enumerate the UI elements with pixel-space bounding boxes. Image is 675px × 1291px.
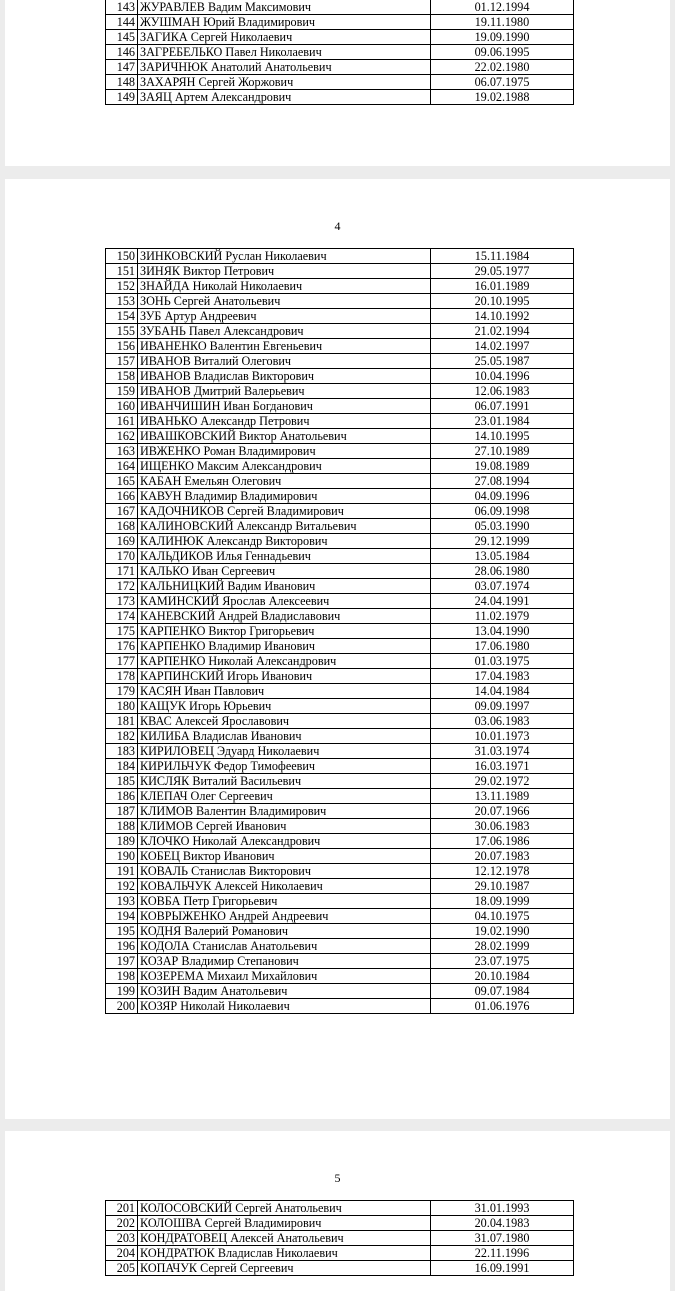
row-number-cell: 163 [106, 444, 138, 459]
birth-date-cell: 04.10.1975 [431, 909, 574, 924]
table-row [106, 819, 574, 834]
full-name-cell: ИВАНОВ Владислав Викторович [138, 369, 431, 384]
row-number-cell: 184 [106, 759, 138, 774]
table-row [106, 0, 574, 15]
table-row [106, 804, 574, 819]
table-row [106, 999, 574, 1014]
row-number-cell: 192 [106, 879, 138, 894]
birth-date-cell: 09.06.1995 [431, 45, 574, 60]
table-row [106, 654, 574, 669]
row-number-cell: 200 [106, 999, 138, 1014]
table-row [106, 504, 574, 519]
birth-date-cell: 17.06.1980 [431, 639, 574, 654]
row-number-cell: 187 [106, 804, 138, 819]
birth-date-cell: 31.07.1980 [431, 1231, 574, 1246]
full-name-cell: КОВРЫЖЕНКО Андрей Андреевич [138, 909, 431, 924]
birth-date-cell: 03.06.1983 [431, 714, 574, 729]
row-number-cell: 175 [106, 624, 138, 639]
row-number-cell: 194 [106, 909, 138, 924]
birth-date-cell: 19.11.1980 [431, 15, 574, 30]
full-name-cell: КОЛОСОВСКИЙ Сергей Анатольевич [138, 1201, 431, 1216]
full-name-cell: ЗАЯЦ Артем Александрович [138, 90, 431, 105]
full-name-cell: ИВАНОВ Дмитрий Валерьевич [138, 384, 431, 399]
birth-date-cell: 13.04.1990 [431, 624, 574, 639]
table-row [106, 15, 574, 30]
full-name-cell: ЗАГИКА Сергей Николаевич [138, 30, 431, 45]
full-name-cell: ЗИНКОВСКИЙ Руслан Николаевич [138, 249, 431, 264]
birth-date-cell: 31.01.1993 [431, 1201, 574, 1216]
table-row [106, 249, 574, 264]
full-name-cell: КЛЕПАЧ Олег Сергеевич [138, 789, 431, 804]
table-row [106, 909, 574, 924]
personnel-table [105, 248, 574, 1014]
table-row [106, 684, 574, 699]
row-number-cell: 182 [106, 729, 138, 744]
personnel-table [105, 1200, 574, 1276]
birth-date-cell: 21.02.1994 [431, 324, 574, 339]
table-row [106, 879, 574, 894]
row-number-cell: 171 [106, 564, 138, 579]
birth-date-cell: 01.03.1975 [431, 654, 574, 669]
full-name-cell: КЛИМОВ Сергей Иванович [138, 819, 431, 834]
birth-date-cell: 14.10.1992 [431, 309, 574, 324]
full-name-cell: КАДОЧНИКОВ Сергей Владимирович [138, 504, 431, 519]
row-number-cell: 180 [106, 699, 138, 714]
full-name-cell: КЛИМОВ Валентин Владимирович [138, 804, 431, 819]
row-number-cell: 164 [106, 459, 138, 474]
full-name-cell: КОЗАР Владимир Степанович [138, 954, 431, 969]
birth-date-cell: 10.01.1973 [431, 729, 574, 744]
full-name-cell: КАЛЬНИЦКИЙ Вадим Иванович [138, 579, 431, 594]
birth-date-cell: 16.09.1991 [431, 1261, 574, 1276]
table-row [106, 459, 574, 474]
document-page [5, 1131, 670, 1291]
full-name-cell: КАЛЬДИКОВ Илья Геннадьевич [138, 549, 431, 564]
table-row [106, 894, 574, 909]
birth-date-cell: 06.07.1975 [431, 75, 574, 90]
birth-date-cell: 28.06.1980 [431, 564, 574, 579]
row-number-cell: 144 [106, 15, 138, 30]
row-number-cell: 201 [106, 1201, 138, 1216]
full-name-cell: ИЩЕНКО Максим Александрович [138, 459, 431, 474]
table-row [106, 339, 574, 354]
row-number-cell: 157 [106, 354, 138, 369]
full-name-cell: КОВБА Петр Григорьевич [138, 894, 431, 909]
row-number-cell: 149 [106, 90, 138, 105]
birth-date-cell: 19.08.1989 [431, 459, 574, 474]
birth-date-cell: 29.10.1987 [431, 879, 574, 894]
birth-date-cell: 14.10.1995 [431, 429, 574, 444]
full-name-cell: КОДНЯ Валерий Романович [138, 924, 431, 939]
full-name-cell: КАРПЕНКО Виктор Григорьевич [138, 624, 431, 639]
row-number-cell: 205 [106, 1261, 138, 1276]
row-number-cell: 170 [106, 549, 138, 564]
row-number-cell: 155 [106, 324, 138, 339]
table-row [106, 429, 574, 444]
row-number-cell: 165 [106, 474, 138, 489]
row-number-cell: 168 [106, 519, 138, 534]
birth-date-cell: 19.09.1990 [431, 30, 574, 45]
row-number-cell: 158 [106, 369, 138, 384]
birth-date-cell: 13.11.1989 [431, 789, 574, 804]
row-number-cell: 176 [106, 639, 138, 654]
birth-date-cell: 31.03.1974 [431, 744, 574, 759]
row-number-cell: 173 [106, 594, 138, 609]
full-name-cell: КИРИЛЬЧУК Федор Тимофеевич [138, 759, 431, 774]
page-number: 5 [334, 1171, 341, 1185]
row-number-cell: 197 [106, 954, 138, 969]
full-name-cell: КИСЛЯК Виталий Васильевич [138, 774, 431, 789]
table-row [106, 399, 574, 414]
row-number-cell: 152 [106, 279, 138, 294]
table-row [106, 549, 574, 564]
full-name-cell: ЗАХАРЯН Сергей Жоржович [138, 75, 431, 90]
row-number-cell: 191 [106, 864, 138, 879]
row-number-cell: 185 [106, 774, 138, 789]
full-name-cell: ИВАШКОВСКИЙ Виктор Анатольевич [138, 429, 431, 444]
birth-date-cell: 20.10.1984 [431, 969, 574, 984]
birth-date-cell: 16.03.1971 [431, 759, 574, 774]
row-number-cell: 189 [106, 834, 138, 849]
row-number-cell: 154 [106, 309, 138, 324]
table-row [106, 849, 574, 864]
row-number-cell: 166 [106, 489, 138, 504]
full-name-cell: КИЛИБА Владислав Иванович [138, 729, 431, 744]
birth-date-cell: 16.01.1989 [431, 279, 574, 294]
document-page [5, 179, 670, 1119]
row-number-cell: 190 [106, 849, 138, 864]
full-name-cell: ЗИНЯК Виктор Петрович [138, 264, 431, 279]
row-number-cell: 188 [106, 819, 138, 834]
table-row [106, 954, 574, 969]
table-row [106, 534, 574, 549]
full-name-cell: КАЛИНОВСКИЙ Александр Витальевич [138, 519, 431, 534]
table-row [106, 294, 574, 309]
table-row [106, 624, 574, 639]
full-name-cell: ЗАРИЧНЮК Анатолий Анатольевич [138, 60, 431, 75]
table-row [106, 474, 574, 489]
full-name-cell: КАСЯН Иван Павлович [138, 684, 431, 699]
row-number-cell: 150 [106, 249, 138, 264]
row-number-cell: 202 [106, 1216, 138, 1231]
table-row [106, 489, 574, 504]
table-row [106, 1201, 574, 1216]
full-name-cell: КАРПИНСКИЙ Игорь Иванович [138, 669, 431, 684]
birth-date-cell: 12.12.1978 [431, 864, 574, 879]
birth-date-cell: 20.07.1983 [431, 849, 574, 864]
row-number-cell: 177 [106, 654, 138, 669]
table-row [106, 924, 574, 939]
birth-date-cell: 30.06.1983 [431, 819, 574, 834]
document-page [5, 0, 670, 166]
table-row [106, 60, 574, 75]
full-name-cell: ИВАНЧИШИН Иван Богданович [138, 399, 431, 414]
full-name-cell: КОЛОШВА Сергей Владимирович [138, 1216, 431, 1231]
birth-date-cell: 23.01.1984 [431, 414, 574, 429]
table-row [106, 90, 574, 105]
row-number-cell: 172 [106, 579, 138, 594]
birth-date-cell: 01.12.1994 [431, 0, 574, 15]
row-number-cell: 162 [106, 429, 138, 444]
row-number-cell: 174 [106, 609, 138, 624]
full-name-cell: ЖУРАВЛЕВ Вадим Максимович [138, 0, 431, 15]
table-row [106, 324, 574, 339]
full-name-cell: ЗУБАНЬ Павел Александрович [138, 324, 431, 339]
table-row [106, 444, 574, 459]
full-name-cell: КОЗИН Вадим Анатольевич [138, 984, 431, 999]
row-number-cell: 145 [106, 30, 138, 45]
birth-date-cell: 23.07.1975 [431, 954, 574, 969]
full-name-cell: КАНЕВСКИЙ Андрей Владиславович [138, 609, 431, 624]
full-name-cell: ЗУБ Артур Андреевич [138, 309, 431, 324]
full-name-cell: КИРИЛОВЕЦ Эдуард Николаевич [138, 744, 431, 759]
row-number-cell: 156 [106, 339, 138, 354]
full-name-cell: КАМИНСКИЙ Ярослав Алексеевич [138, 594, 431, 609]
full-name-cell: КОВАЛЬ Станислав Викторович [138, 864, 431, 879]
row-number-cell: 160 [106, 399, 138, 414]
row-number-cell: 167 [106, 504, 138, 519]
row-number-cell: 193 [106, 894, 138, 909]
table-row [106, 369, 574, 384]
birth-date-cell: 28.02.1999 [431, 939, 574, 954]
row-number-cell: 148 [106, 75, 138, 90]
table-row [106, 939, 574, 954]
page-number: 4 [334, 219, 341, 233]
table-row [106, 264, 574, 279]
row-number-cell: 186 [106, 789, 138, 804]
birth-date-cell: 17.04.1983 [431, 669, 574, 684]
full-name-cell: КАРПЕНКО Владимир Иванович [138, 639, 431, 654]
full-name-cell: КОВАЛЬЧУК Алексей Николаевич [138, 879, 431, 894]
birth-date-cell: 27.10.1989 [431, 444, 574, 459]
table-row [106, 564, 574, 579]
birth-date-cell: 10.04.1996 [431, 369, 574, 384]
row-number-cell: 181 [106, 714, 138, 729]
birth-date-cell: 09.07.1984 [431, 984, 574, 999]
full-name-cell: КОБЕЦ Виктор Иванович [138, 849, 431, 864]
table-row [106, 309, 574, 324]
row-number-cell: 198 [106, 969, 138, 984]
table-row [106, 354, 574, 369]
table-row [106, 519, 574, 534]
full-name-cell: КВАС Алексей Ярославович [138, 714, 431, 729]
full-name-cell: КОЗЕРЕМА Михаил Михайлович [138, 969, 431, 984]
table-row [106, 789, 574, 804]
row-number-cell: 159 [106, 384, 138, 399]
birth-date-cell: 24.04.1991 [431, 594, 574, 609]
table-row [106, 1216, 574, 1231]
birth-date-cell: 29.02.1972 [431, 774, 574, 789]
table-row [106, 669, 574, 684]
row-number-cell: 179 [106, 684, 138, 699]
full-name-cell: КОПАЧУК Сергей Сергеевич [138, 1261, 431, 1276]
full-name-cell: КАЛЬКО Иван Сергеевич [138, 564, 431, 579]
table-row [106, 30, 574, 45]
full-name-cell: КОДОЛА Станислав Анатольевич [138, 939, 431, 954]
table-row [106, 279, 574, 294]
full-name-cell: ИВАНЬКО Александр Петрович [138, 414, 431, 429]
table-row [106, 75, 574, 90]
full-name-cell: ИВАНЕНКО Валентин Евгеньевич [138, 339, 431, 354]
birth-date-cell: 09.09.1997 [431, 699, 574, 714]
table-row [106, 729, 574, 744]
row-number-cell: 203 [106, 1231, 138, 1246]
full-name-cell: КАЛИНЮК Александр Викторович [138, 534, 431, 549]
full-name-cell: ИВЖЕНКО Роман Владимирович [138, 444, 431, 459]
full-name-cell: КАВУН Владимир Владимирович [138, 489, 431, 504]
full-name-cell: ЗОНЬ Сергей Анатольевич [138, 294, 431, 309]
birth-date-cell: 17.06.1986 [431, 834, 574, 849]
full-name-cell: КАЩУК Игорь Юрьевич [138, 699, 431, 714]
table-row [106, 609, 574, 624]
table-row [106, 1246, 574, 1261]
full-name-cell: ИВАНОВ Виталий Олегович [138, 354, 431, 369]
birth-date-cell: 29.05.1977 [431, 264, 574, 279]
row-number-cell: 199 [106, 984, 138, 999]
row-number-cell: 147 [106, 60, 138, 75]
table-row [106, 699, 574, 714]
birth-date-cell: 06.09.1998 [431, 504, 574, 519]
birth-date-cell: 03.07.1974 [431, 579, 574, 594]
birth-date-cell: 11.02.1979 [431, 609, 574, 624]
birth-date-cell: 22.11.1996 [431, 1246, 574, 1261]
birth-date-cell: 04.09.1996 [431, 489, 574, 504]
table-row [106, 969, 574, 984]
table-row [106, 744, 574, 759]
birth-date-cell: 20.04.1983 [431, 1216, 574, 1231]
birth-date-cell: 22.02.1980 [431, 60, 574, 75]
full-name-cell: ЗАГРЕБЕЛЬКО Павел Николаевич [138, 45, 431, 60]
birth-date-cell: 13.05.1984 [431, 549, 574, 564]
table-row [106, 774, 574, 789]
table-row [106, 594, 574, 609]
birth-date-cell: 01.06.1976 [431, 999, 574, 1014]
table-row [106, 414, 574, 429]
full-name-cell: КОНДРАТОВЕЦ Алексей Анатольевич [138, 1231, 431, 1246]
birth-date-cell: 05.03.1990 [431, 519, 574, 534]
birth-date-cell: 14.04.1984 [431, 684, 574, 699]
birth-date-cell: 27.08.1994 [431, 474, 574, 489]
table-row [106, 984, 574, 999]
table-row [106, 384, 574, 399]
row-number-cell: 178 [106, 669, 138, 684]
row-number-cell: 146 [106, 45, 138, 60]
birth-date-cell: 19.02.1990 [431, 924, 574, 939]
birth-date-cell: 19.02.1988 [431, 90, 574, 105]
row-number-cell: 143 [106, 0, 138, 15]
row-number-cell: 151 [106, 264, 138, 279]
birth-date-cell: 12.06.1983 [431, 384, 574, 399]
full-name-cell: КАБАН Емельян Олегович [138, 474, 431, 489]
row-number-cell: 195 [106, 924, 138, 939]
birth-date-cell: 25.05.1987 [431, 354, 574, 369]
full-name-cell: КОНДРАТЮК Владислав Николаевич [138, 1246, 431, 1261]
birth-date-cell: 29.12.1999 [431, 534, 574, 549]
table-row [106, 579, 574, 594]
row-number-cell: 196 [106, 939, 138, 954]
full-name-cell: КАРПЕНКО Николай Александрович [138, 654, 431, 669]
table-row [106, 1261, 574, 1276]
row-number-cell: 161 [106, 414, 138, 429]
personnel-table [105, 0, 574, 105]
row-number-cell: 204 [106, 1246, 138, 1261]
table-row [106, 834, 574, 849]
table-row [106, 639, 574, 654]
full-name-cell: КОЗЯР Николай Николаевич [138, 999, 431, 1014]
row-number-cell: 183 [106, 744, 138, 759]
table-row [106, 714, 574, 729]
table-row [106, 45, 574, 60]
birth-date-cell: 15.11.1984 [431, 249, 574, 264]
birth-date-cell: 18.09.1999 [431, 894, 574, 909]
full-name-cell: ЗНАЙДА Николай Николаевич [138, 279, 431, 294]
table-row [106, 864, 574, 879]
full-name-cell: КЛОЧКО Николай Александрович [138, 834, 431, 849]
row-number-cell: 153 [106, 294, 138, 309]
birth-date-cell: 14.02.1997 [431, 339, 574, 354]
birth-date-cell: 20.10.1995 [431, 294, 574, 309]
birth-date-cell: 06.07.1991 [431, 399, 574, 414]
table-row [106, 1231, 574, 1246]
row-number-cell: 169 [106, 534, 138, 549]
full-name-cell: ЖУШМАН Юрий Владимирович [138, 15, 431, 30]
birth-date-cell: 20.07.1966 [431, 804, 574, 819]
table-row [106, 759, 574, 774]
